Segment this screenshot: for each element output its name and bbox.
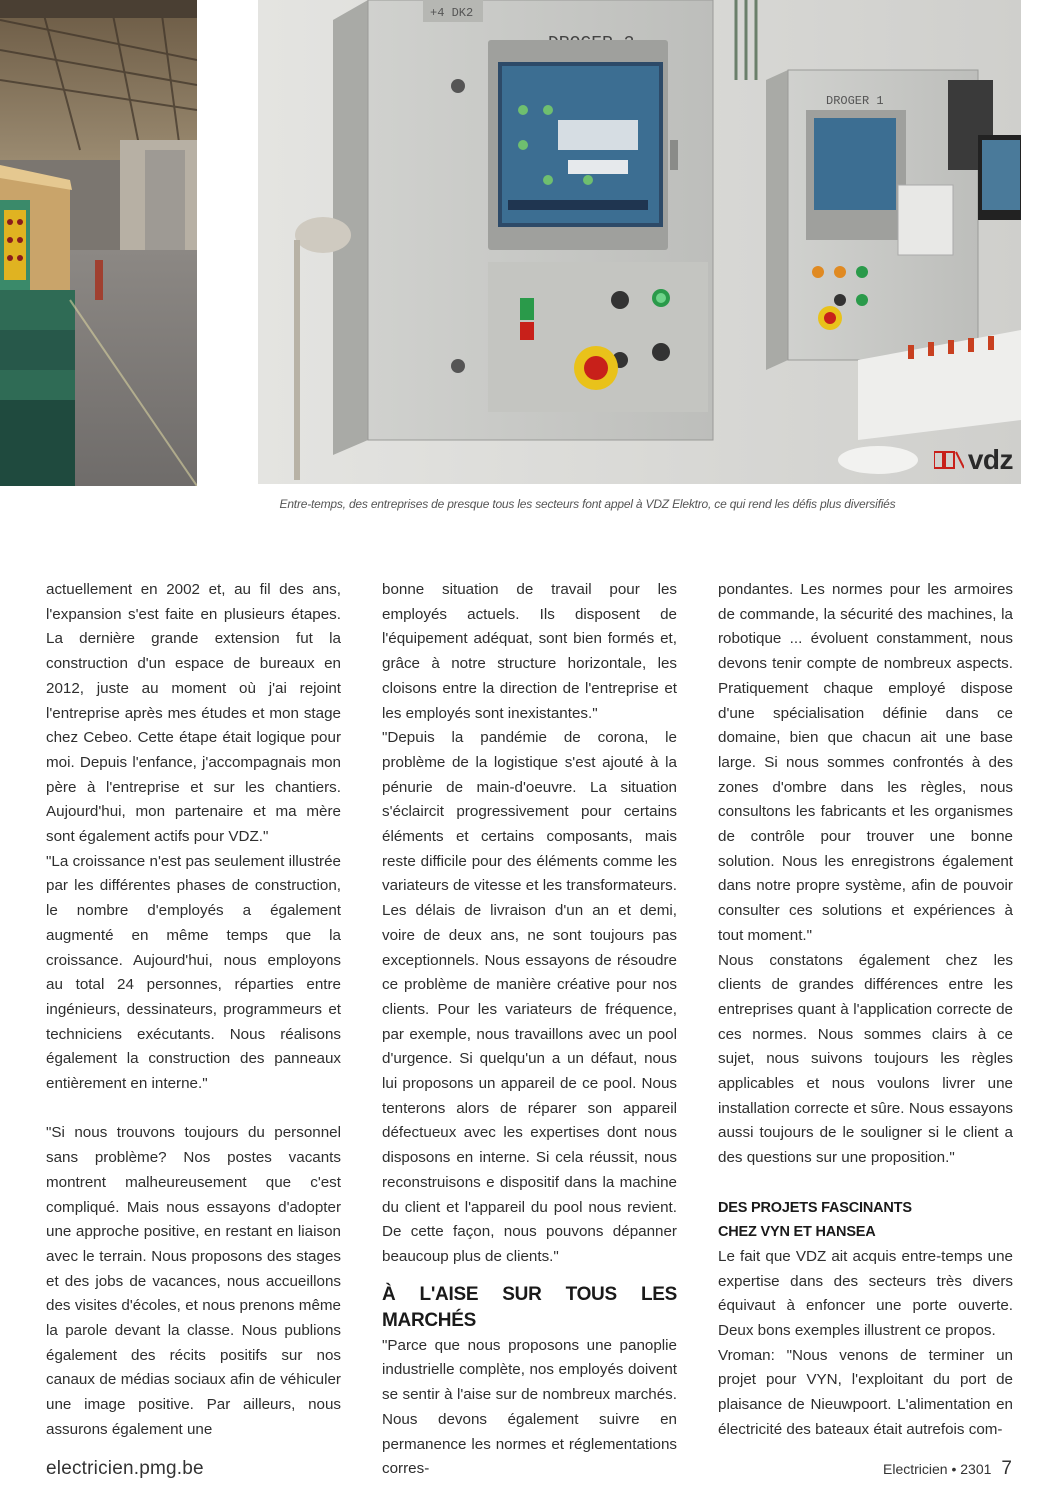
control-panels-illustration: [258, 0, 1021, 484]
vdz-logo-mark-icon: [934, 450, 964, 470]
panel-label-droger-1: DROGER 1: [826, 94, 884, 108]
photo-caption: Entre-temps, des entreprises de presque tous les secteurs font appel à VDZ Elektro, ce qui rend les défis plus diversifiés: [279, 497, 896, 511]
paragraph: Le fait que VDZ ait acquis entre-temps une expertise dans des secteurs très divers équivaut à enfoncer une porte ouverte. Deux bons exemples illustrent ce propos.: [718, 1247, 1013, 1340]
subsection-heading: [718, 1196, 1013, 1245]
footer-issue: [883, 1458, 1012, 1480]
control-panels-photo: [258, 0, 1021, 484]
footer-website: electricien.pmg.be: [46, 1458, 204, 1479]
paragraph: Vroman: "Nous venons de terminer un projet pour VYN, l'exploitant du port de plaisance de Nieuwpoort. L'alimentation en électricité des bateaux était autrefois com-: [718, 1346, 1013, 1438]
subsection-heading-line-2: CHEZ VYN ET HANSEA: [718, 1224, 876, 1241]
tag-label: +4 DK2: [430, 6, 474, 20]
paragraph: Nous constatons également chez les clients de grandes différences entre les entreprises quant à l'application correcte de ces normes. Nous sommes clairs à ce sujet, nous suivons toujours les règles applicables et nous voulons livrer une installation correcte et sûre. Nous essayons aussi toujours de le souligner si le client a des questions sur une proposition.": [718, 951, 1013, 1167]
vdz-logo: [934, 444, 1013, 476]
section-heading: À L'AISE SUR TOUS LES MARCHÉS: [382, 1283, 677, 1331]
text-column-2: [382, 578, 677, 1482]
factory-hall-illustration: [0, 0, 197, 486]
paragraph: "Depuis la pandémie de corona, le problème de la logistique s'est ajouté à la pénurie de main-d'oeuvre. La situation s'éclaircit progressivement pour certains éléments et certains composants, mais reste difficile pour des éléments comme les variateurs de vitesse et les transformateurs. Les délais de livraison d'un an et demi, voire de deux ans, ne sont toujours pas exceptionnels. Nous essayons de résoudre ce problème de manière créative pour nos clients. Pour les variateurs de fréquence, par exemple, nous travaillons avec un pool d'urgence. Si quelqu'un a un défaut, nous lui proposons un appareil de ce pool. Nous tenterons alors de réparer son appareil défectueux avec les expertises dont nous disposons en interne. Si cela réussit, nous reconstruisons e dispositif dans la machine du client et l'appareil du pool nous revient. De cette façon, nous pouvons dépanner beaucoup plus de clients.": [382, 729, 677, 1265]
paragraph: "Si nous trouvons toujours du personnel sans problème? Nos postes vacants montrent malheureusement que c'est compliqué. Mais nous essayons d'adopter une approche positive, en restant en liaison avec le terrain. Nous proposons des stages et des jobs de vacances, nous accueillons des visites d'écoles, et nous prenons même la parole devant la classe. Nous publions également des récits positifs sur nos canaux de médias sociaux afin de véhiculer une image positive. Par ailleurs, nous assurons également une: [46, 1124, 341, 1438]
paragraph: "La croissance n'est pas seulement illustrée par les différentes phases de construction, le nombre d'employés a également augmenté en même temps que la croissance. Aujourd'hui, nous employons au total 24 personnes, réparties entre ingénieurs, dessinateurs, programmeurs et techniciens exécutants. Nous réalisons également la construction des panneaux entièrement en interne.": [46, 852, 341, 1093]
factory-hall-photo: [0, 0, 197, 486]
paragraph: actuellement en 2002 et, au fil des ans, l'expansion s'est faite en plusieurs étapes. La dernière grande extension fut la construction d'un espace de bureaux en 2012, juste au moment où j'ai rejoint l'entreprise après mes études et mon stage chez Cebeo. Cette étape était logique pour moi. Depuis l'enfance, j'accompagnais mon père à l'entreprise et sur les chantiers. Aujourd'hui, mon partenaire et ma mère sont également actifs pour VDZ.": [46, 581, 341, 846]
page-number: 7: [1001, 1458, 1012, 1479]
text-column-3: [718, 578, 1013, 1443]
paragraph: bonne situation de travail pour les employés actuels. Ils disposent de l'équipement adéquat, sont bien formés et, grâce à notre structure horizontale, les cloisons entre la direction de l'entreprise et les employés sont inexistantes.": [382, 581, 677, 722]
paragraph: "Parce que nous proposons une panoplie industrielle complète, nos employés doivent se sentir à l'aise sur de nombreux marchés. Nous devons également suivre en permanence les normes et réglementations corres-: [382, 1336, 677, 1478]
issue-label: Electricien • 2301: [883, 1461, 992, 1477]
vdz-logo-text: vdz: [967, 444, 1013, 475]
subsection-heading-line-1: DES PROJETS FASCINANTS: [718, 1199, 912, 1216]
paragraph: pondantes. Les normes pour les armoires de commande, la sécurité des machines, la robotique ... évoluent constamment, nous devons tenir compte de nombreux aspects. Pratiquement chaque employé dispose d'une spécialisation définie dans ce domaine, bien que chacun ait une base large. Si nous sommes confrontés à des zones d'ombre dans les règles, nous consultons les fabricants et les organismes de contrôle pour trouver une bonne solution. Nous les enregistrons également dans notre propre système, afin de pouvoir consulter ces solutions et expériences à tout moment.": [718, 581, 1013, 944]
text-column-1: [46, 578, 341, 1443]
